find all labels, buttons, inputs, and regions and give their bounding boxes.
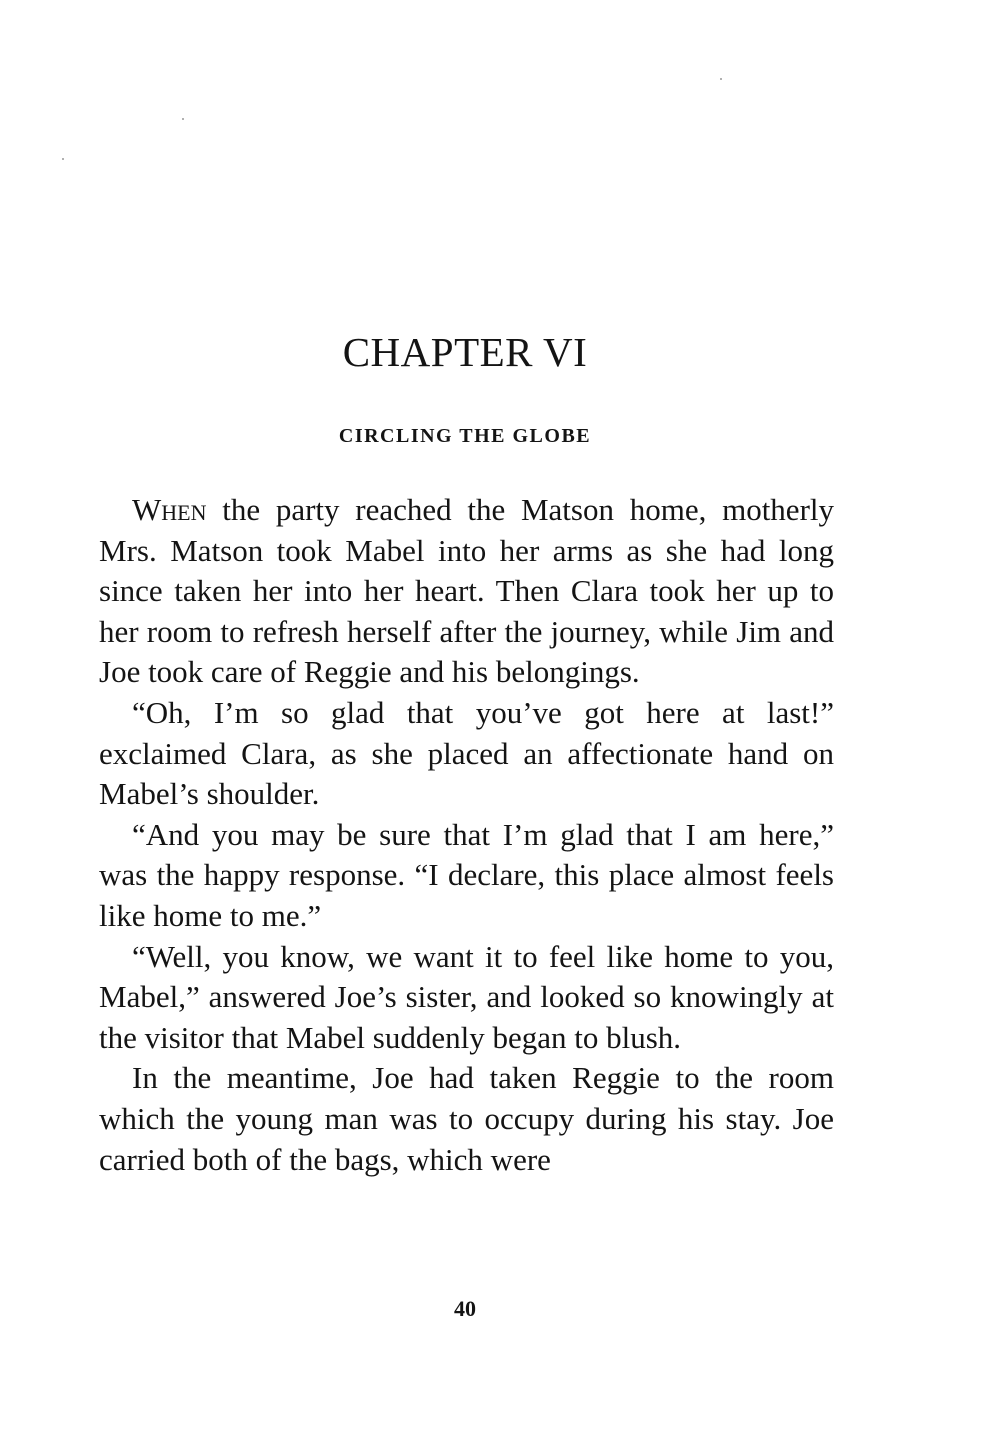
chapter-subtitle: CIRCLING THE GLOBE (338, 425, 592, 447)
paragraph: In the meantime, Joe had taken Reggie to the room which the young man was to occupy during his stay. Joe carried both of the bags, which were (99, 1060, 834, 1177)
page-number: 40 (454, 1296, 476, 1321)
paragraph-text: the party reached the Matson home, motherly Mrs. Matson took Mabel into her arms as she had long since taken her into her heart. Then Clara took her up to her room to refresh herself after the journey, while Jim and Joe took care of Reggie and his belongings. (99, 492, 834, 690)
paragraph (99, 490, 834, 693)
scan-speck (720, 78, 722, 80)
scan-speck (62, 158, 64, 160)
paragraph: “And you may be sure that I’m glad that I am here,” was the happy response. “I declare, this place almost feels like home to me.” (99, 816, 834, 933)
paragraph-lead-word: When (132, 492, 207, 527)
scan-speck (182, 118, 184, 120)
chapter-title: CHAPTER VI (342, 329, 588, 375)
paragraph: “Well, you know, we want it to feel like home to you, Mabel,” answered Joe’s sister, and looked so knowingly at the visitor that Mabel suddenly began to blush. (99, 938, 834, 1055)
chapter-body (99, 490, 834, 1180)
paragraph: “Oh, I’m so glad that you’ve got here at last!” exclaimed Clara, as she placed an affectionate hand on Mabel’s shoulder. (99, 694, 834, 812)
